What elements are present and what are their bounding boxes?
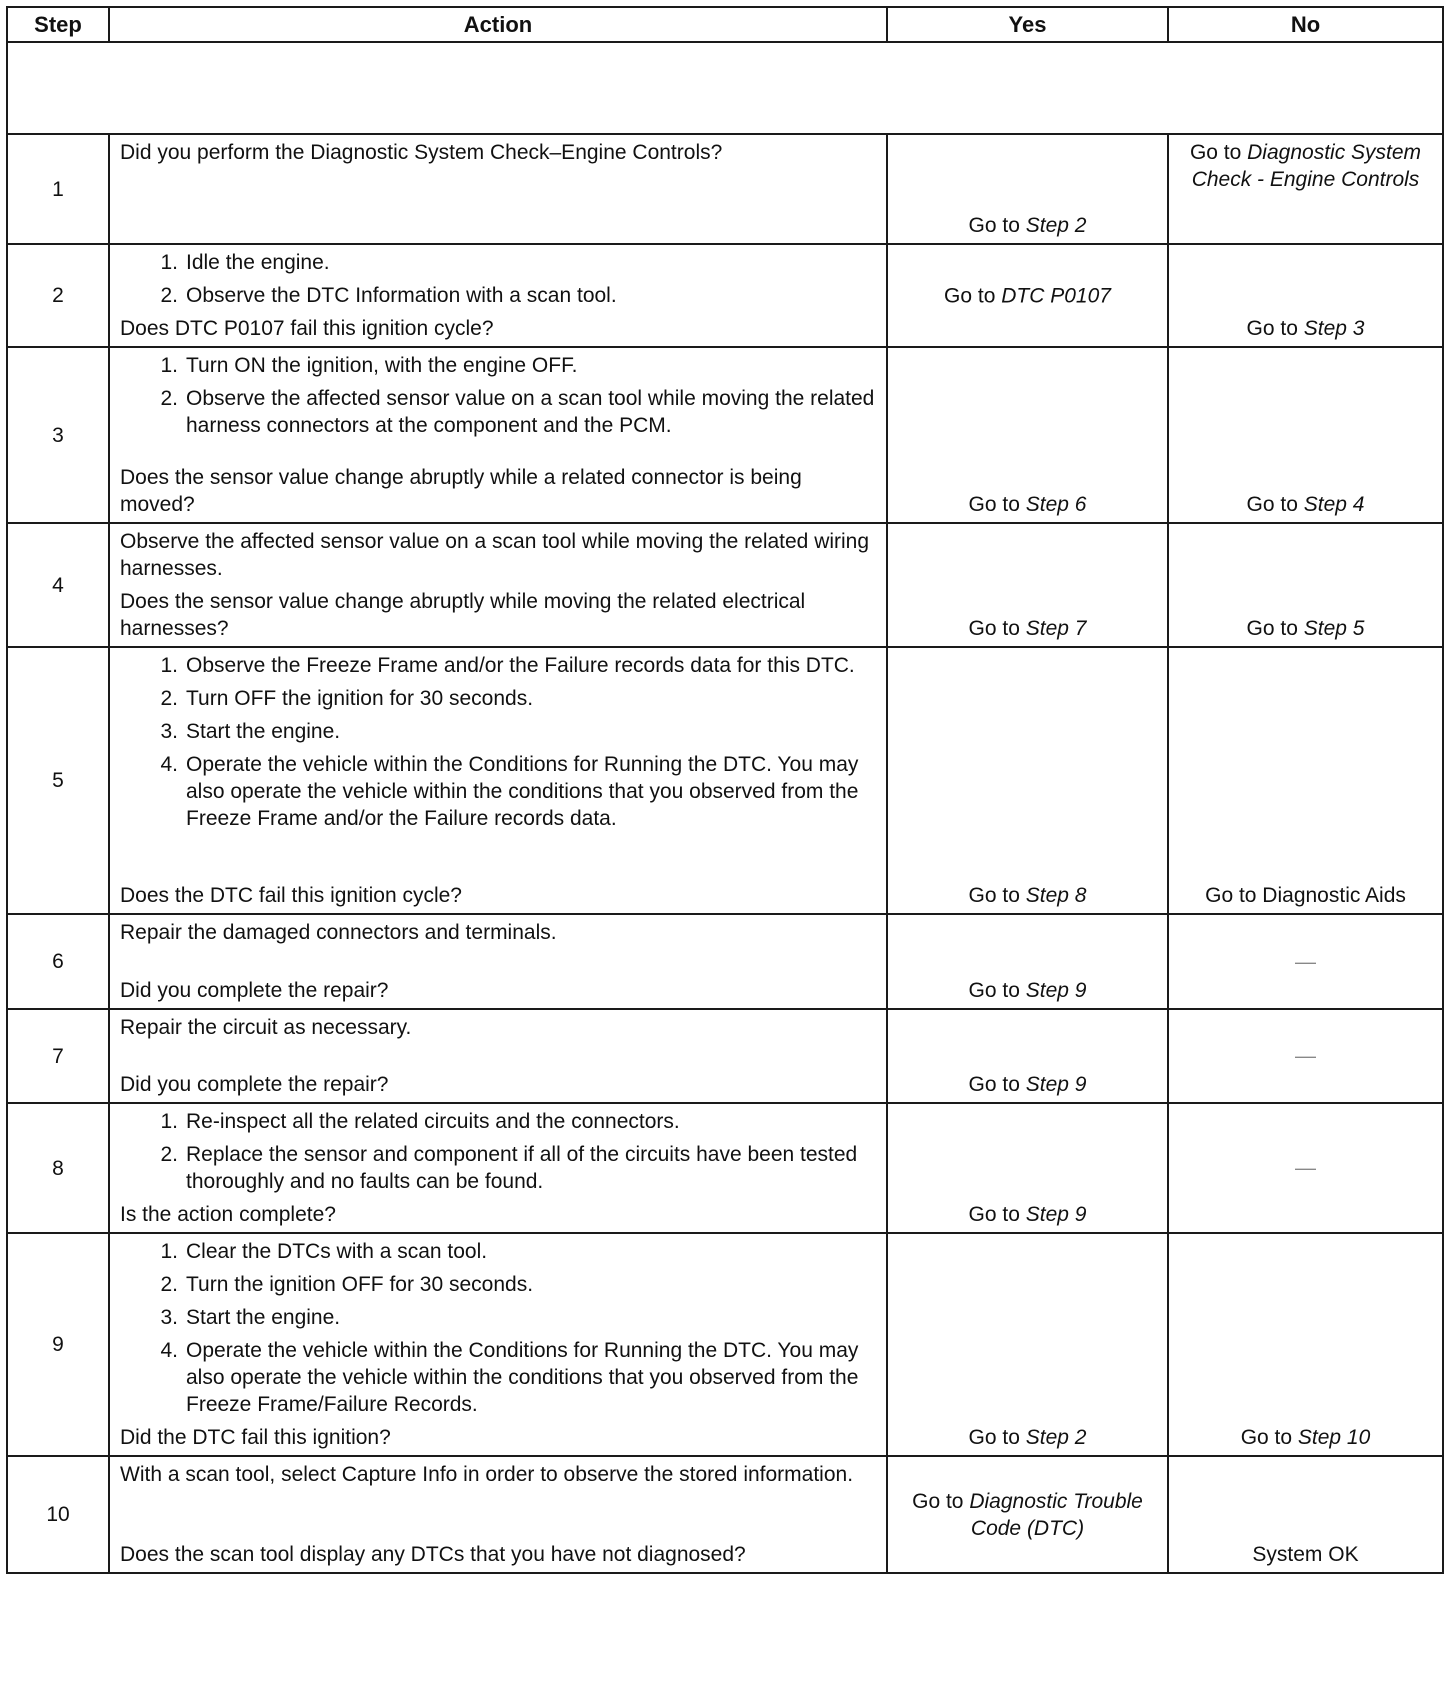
answer-prefix: Go to [1246, 617, 1304, 640]
item-number: 1. [160, 354, 178, 377]
table-row [7, 1009, 1443, 1103]
no-cell [1168, 134, 1443, 244]
answer-reference: Step 9 [1025, 979, 1087, 1002]
answer-reference: Step 2 [1025, 1426, 1087, 1449]
answer-prefix: System OK [1252, 1543, 1359, 1566]
step-number: 2 [7, 244, 109, 347]
step-number: 8 [7, 1103, 109, 1233]
list-item [120, 249, 876, 276]
item-text: Observe the DTC Information with a scan tool. [186, 284, 617, 307]
answer-prefix: — [1295, 950, 1316, 973]
answer-reference: Step 9 [1025, 1073, 1087, 1096]
answer-reference: Step 9 [1025, 1203, 1087, 1226]
list-item [120, 282, 876, 309]
no-cell [1168, 523, 1443, 647]
action-content [120, 1108, 876, 1228]
action-list [120, 352, 876, 439]
answer-prefix: Go to [968, 617, 1026, 640]
diagnostic-table [6, 6, 1444, 1574]
answer-text [888, 1488, 1167, 1542]
action-content [120, 1238, 876, 1451]
item-text: Clear the DTCs with a scan tool. [186, 1240, 488, 1263]
list-item [120, 385, 876, 439]
action-question: Did you complete the repair? [120, 1073, 389, 1096]
action-list [120, 249, 876, 309]
table-row [7, 244, 1443, 347]
answer-prefix: Go to [1246, 317, 1304, 340]
list-item [120, 685, 876, 712]
item-text: Observe the Freeze Frame and/or the Failure records data for this DTC. [186, 654, 855, 677]
blank-row [7, 42, 1443, 134]
item-text: Observe the affected sensor value on a scan tool while moving the related harness connectors at the component and the PCM. [186, 387, 875, 437]
table-row [7, 1233, 1443, 1456]
step-number: 3 [7, 347, 109, 523]
action-content [120, 352, 876, 518]
action-list [120, 1238, 876, 1418]
item-text: Operate the vehicle within the Conditions for Running the DTC. You may also operate the vehicle within the conditions that you observed from the Freeze Frame and/or the Failure records data. [186, 753, 859, 830]
action-paragraph: Repair the circuit as necessary. [120, 1016, 412, 1039]
answer-reference: Step 8 [1025, 884, 1087, 907]
table-row [7, 1456, 1443, 1573]
item-text: Turn OFF the ignition for 30 seconds. [186, 687, 534, 710]
item-number: 4. [160, 1339, 178, 1362]
item-number: 2. [160, 1143, 178, 1166]
list-item [120, 352, 876, 379]
list-item [120, 1238, 876, 1265]
action-cell [109, 647, 887, 914]
action-content [120, 249, 876, 342]
step-number: 4 [7, 523, 109, 647]
item-number: 2. [160, 387, 178, 410]
answer-reference: Step 5 [1303, 617, 1365, 640]
yes-cell [887, 1456, 1168, 1573]
action-content [120, 1014, 876, 1098]
action-cell [109, 347, 887, 523]
no-cell [1168, 347, 1443, 523]
answer-text [1169, 1424, 1442, 1451]
yes-cell [887, 647, 1168, 914]
table-row [7, 1103, 1443, 1233]
answer-text [888, 491, 1167, 518]
answer-reference: Diagnostic Trouble Code (DTC) [969, 1489, 1143, 1540]
step-number: 10 [7, 1456, 109, 1573]
action-paragraph: Observe the affected sensor value on a scan tool while moving the related wiring harnesses. [120, 530, 870, 580]
action-question: Does the DTC fail this ignition cycle? [120, 884, 462, 907]
no-cell [1168, 1009, 1443, 1103]
answer-text [1169, 1043, 1442, 1070]
answer-reference: Step 4 [1303, 493, 1365, 516]
answer-text [888, 212, 1167, 239]
answer-prefix: Go to [968, 1203, 1026, 1226]
action-question: Does DTC P0107 fail this ignition cycle? [120, 317, 494, 340]
action-content [120, 139, 876, 239]
item-text: Replace the sensor and component if all of the circuits have been tested thoroughly and no faults can be found. [186, 1143, 858, 1193]
list-item [120, 1337, 876, 1418]
table-row [7, 523, 1443, 647]
answer-text [888, 1071, 1167, 1098]
answer-prefix: Go to [1246, 493, 1304, 516]
action-cell [109, 1009, 887, 1103]
action-question: Does the sensor value change abruptly while a related connector is being moved? [120, 466, 802, 516]
no-cell [1168, 244, 1443, 347]
action-question: Does the scan tool display any DTCs that you have not diagnosed? [120, 1543, 746, 1566]
answer-text [888, 282, 1167, 309]
list-item [120, 1271, 876, 1298]
answer-text [1169, 1155, 1442, 1182]
step-number: 1 [7, 134, 109, 244]
answer-prefix: Go to [968, 1073, 1026, 1096]
item-number: 2. [160, 284, 178, 307]
answer-reference: Step 10 [1297, 1426, 1371, 1449]
answer-reference: Step 2 [1025, 214, 1087, 237]
action-content [120, 528, 876, 642]
list-item [120, 1141, 876, 1195]
item-text: Operate the vehicle within the Conditions for Running the DTC. You may also operate the vehicle within the conditions that you observed from the Freeze Frame/Failure Records. [186, 1339, 859, 1416]
yes-cell [887, 1233, 1168, 1456]
table-row [7, 914, 1443, 1009]
header-yes: Yes [887, 7, 1168, 42]
yes-cell [887, 523, 1168, 647]
item-text: Start the engine. [186, 1306, 341, 1329]
answer-prefix: Go to [1240, 1426, 1298, 1449]
item-text: Re-inspect all the related circuits and the connectors. [186, 1110, 680, 1133]
answer-prefix: Go to [968, 979, 1026, 1002]
answer-prefix: Go to [968, 1426, 1026, 1449]
item-text: Turn ON the ignition, with the engine OFF. [186, 354, 578, 377]
answer-text [1175, 139, 1436, 193]
answer-text [888, 882, 1167, 909]
action-content [120, 919, 876, 1004]
list-item [120, 751, 876, 832]
answer-prefix: Go to [968, 493, 1026, 516]
answer-text [888, 977, 1167, 1004]
header-action: Action [109, 7, 887, 42]
answer-reference: Diagnostic System Check - Engine Controls [1191, 141, 1422, 191]
table-row [7, 647, 1443, 914]
table-row [7, 347, 1443, 523]
header-step: Step [7, 7, 109, 42]
item-number: 1. [160, 654, 178, 677]
answer-prefix: Go to [944, 284, 1002, 307]
item-text: Idle the engine. [186, 251, 330, 274]
answer-prefix: — [1295, 1156, 1316, 1180]
item-number: 1. [160, 1110, 178, 1133]
action-cell [109, 914, 887, 1009]
answer-text [888, 1201, 1167, 1228]
step-number: 6 [7, 914, 109, 1009]
action-cell [109, 244, 887, 347]
action-content [120, 1461, 876, 1568]
no-cell [1168, 1233, 1443, 1456]
answer-reference: Step 7 [1025, 617, 1087, 640]
answer-text [1169, 615, 1442, 642]
action-cell [109, 1456, 887, 1573]
answer-reference: Step 6 [1025, 493, 1087, 516]
no-cell [1168, 647, 1443, 914]
table-row [7, 134, 1443, 244]
list-item [120, 718, 876, 745]
list-item [120, 1304, 876, 1331]
answer-prefix: — [1295, 1044, 1316, 1068]
answer-text [1169, 948, 1442, 975]
action-question: Did the DTC fail this ignition? [120, 1426, 391, 1449]
answer-text [888, 615, 1167, 642]
answer-text [1169, 1541, 1442, 1568]
answer-prefix: Go to Diagnostic Aids [1205, 884, 1406, 907]
answer-prefix: Go to [1189, 141, 1248, 164]
no-cell [1168, 914, 1443, 1009]
item-number: 4. [160, 753, 178, 776]
item-number: 3. [160, 720, 178, 743]
action-question: Did you complete the repair? [120, 979, 389, 1002]
step-number: 9 [7, 1233, 109, 1456]
no-cell [1168, 1456, 1443, 1573]
answer-text [888, 1424, 1167, 1451]
action-paragraph: Repair the damaged connectors and terminals. [120, 921, 557, 944]
action-cell [109, 1233, 887, 1456]
yes-cell [887, 1103, 1168, 1233]
item-number: 2. [160, 1273, 178, 1296]
item-number: 1. [160, 251, 178, 274]
action-list [120, 1108, 876, 1195]
list-item [120, 1108, 876, 1135]
list-item [120, 652, 876, 679]
yes-cell [887, 134, 1168, 244]
action-paragraph: With a scan tool, select Capture Info in order to observe the stored information. [120, 1463, 854, 1486]
action-paragraph: Did you perform the Diagnostic System Check–Engine Controls? [120, 141, 723, 164]
yes-cell [887, 244, 1168, 347]
header-row [7, 7, 1443, 42]
no-cell [1168, 1103, 1443, 1233]
action-cell [109, 134, 887, 244]
answer-prefix: Go to [968, 214, 1026, 237]
action-list [120, 652, 876, 832]
yes-cell [887, 1009, 1168, 1103]
yes-cell [887, 914, 1168, 1009]
item-number: 3. [160, 1306, 178, 1329]
action-cell [109, 1103, 887, 1233]
item-number: 1. [160, 1240, 178, 1263]
answer-reference: DTC P0107 [1001, 284, 1111, 307]
answer-reference: Step 3 [1303, 317, 1365, 340]
action-content [120, 652, 876, 909]
answer-text [1169, 315, 1442, 342]
item-number: 2. [160, 687, 178, 710]
answer-prefix: Go to [968, 884, 1026, 907]
answer-text [1169, 491, 1442, 518]
action-question: Is the action complete? [120, 1203, 336, 1226]
action-cell [109, 523, 887, 647]
header-no: No [1168, 7, 1443, 42]
item-text: Start the engine. [186, 720, 341, 743]
item-text: Turn the ignition OFF for 30 seconds. [186, 1273, 534, 1296]
blank-cell [7, 42, 1443, 134]
answer-prefix: Go to [912, 1489, 970, 1513]
step-number: 7 [7, 1009, 109, 1103]
step-number: 5 [7, 647, 109, 914]
answer-text [1169, 882, 1442, 909]
yes-cell [887, 347, 1168, 523]
action-question: Does the sensor value change abruptly while moving the related electrical harnesses? [120, 590, 806, 640]
